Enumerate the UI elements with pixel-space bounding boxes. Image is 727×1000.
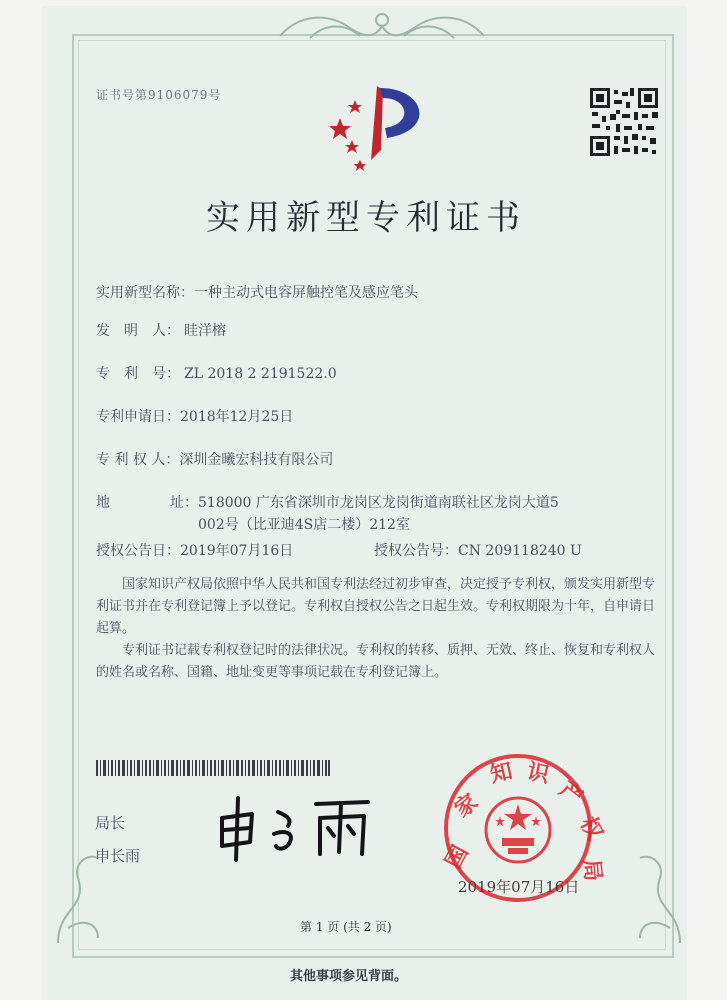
ornament-icon bbox=[270, 8, 495, 48]
svg-text:国: 国 bbox=[440, 841, 474, 873]
utility-model-name-value: 一种主动式电容屏触控笔及感应笔头 bbox=[194, 285, 418, 301]
inventor-row bbox=[96, 320, 226, 340]
ornament-right-icon bbox=[630, 848, 690, 948]
grant-date-value: 2019年07月16日 bbox=[180, 543, 294, 559]
patent-number-row bbox=[96, 363, 337, 383]
cnipa-logo-icon bbox=[325, 80, 435, 170]
patentee-row bbox=[96, 449, 333, 469]
grant-number-label: 授权公告号： bbox=[374, 543, 458, 559]
director-title: 局长 bbox=[95, 814, 126, 832]
svg-text:产: 产 bbox=[554, 776, 588, 811]
certificate-statement-paragraph: 国家知识产权局依照中华人民共和国专利法经过初步审查，决定授予专利权，颁发实用新型专利证书并在专利登记簿上予以登记。专利权自授权公告之日起生效。专利权期限为十年，自申请日起算。 bbox=[96, 577, 656, 636]
footer-note: 其他事项参见背面。 bbox=[290, 969, 408, 984]
signature-icon bbox=[208, 790, 388, 865]
address-label-end: 址： bbox=[170, 495, 198, 511]
grant-number-row bbox=[374, 540, 582, 560]
address-label-start: 地 bbox=[96, 495, 110, 511]
address-line-1: 518000 广东省深圳市龙岗区龙岗街道南联社区龙岗大道5 bbox=[198, 495, 559, 511]
barcode-icon bbox=[96, 760, 330, 776]
filing-date-label: 专利申请日： bbox=[96, 409, 180, 425]
patentee-label: 专 利 权 人： bbox=[96, 452, 180, 468]
seal-date: 2019年07月16日 bbox=[458, 878, 580, 896]
svg-text:识: 识 bbox=[524, 758, 552, 789]
utility-model-name-row bbox=[96, 282, 418, 302]
certificate-number: 证书号第9106079号 bbox=[96, 88, 222, 102]
patentee-value: 深圳金曦宏科技有限公司 bbox=[179, 452, 334, 468]
svg-text:权: 权 bbox=[574, 812, 608, 845]
utility-model-name-label: 实用新型名称： bbox=[96, 285, 194, 301]
qr-code-icon bbox=[588, 86, 660, 158]
director-name: 申长雨 bbox=[95, 847, 141, 865]
patent-number-value: ZL 2018 2 2191522.0 bbox=[184, 366, 337, 382]
address-line-2: 002号（比亚迪4S店二楼）212室 bbox=[198, 517, 410, 533]
grant-date-label: 授权公告日： bbox=[96, 543, 180, 559]
inventor-value: 眭洋榕 bbox=[184, 323, 226, 339]
svg-text:知: 知 bbox=[487, 757, 515, 788]
svg-text:局: 局 bbox=[578, 857, 607, 883]
filing-date-value: 2018年12月25日 bbox=[180, 409, 294, 425]
filing-date-row bbox=[96, 406, 293, 426]
inventor-label: 发 明 人： bbox=[96, 323, 180, 339]
page-indicator: 第 1 页 (共 2 页) bbox=[300, 920, 392, 934]
svg-text:家: 家 bbox=[449, 788, 484, 823]
certificate-title: 实用新型专利证书 bbox=[206, 198, 526, 238]
legal-status-paragraph: 专利证书记载专利权登记时的法律状况。专利权的转移、质押、无效、终止、恢复和专利权人的姓名或名称、国籍、地址变更等事项记载在专利登记簿上。 bbox=[96, 643, 656, 680]
grant-date-row bbox=[96, 540, 293, 560]
patent-number-label: 专 利 号： bbox=[96, 366, 180, 382]
grant-number-value: CN 209118240 U bbox=[458, 543, 582, 559]
